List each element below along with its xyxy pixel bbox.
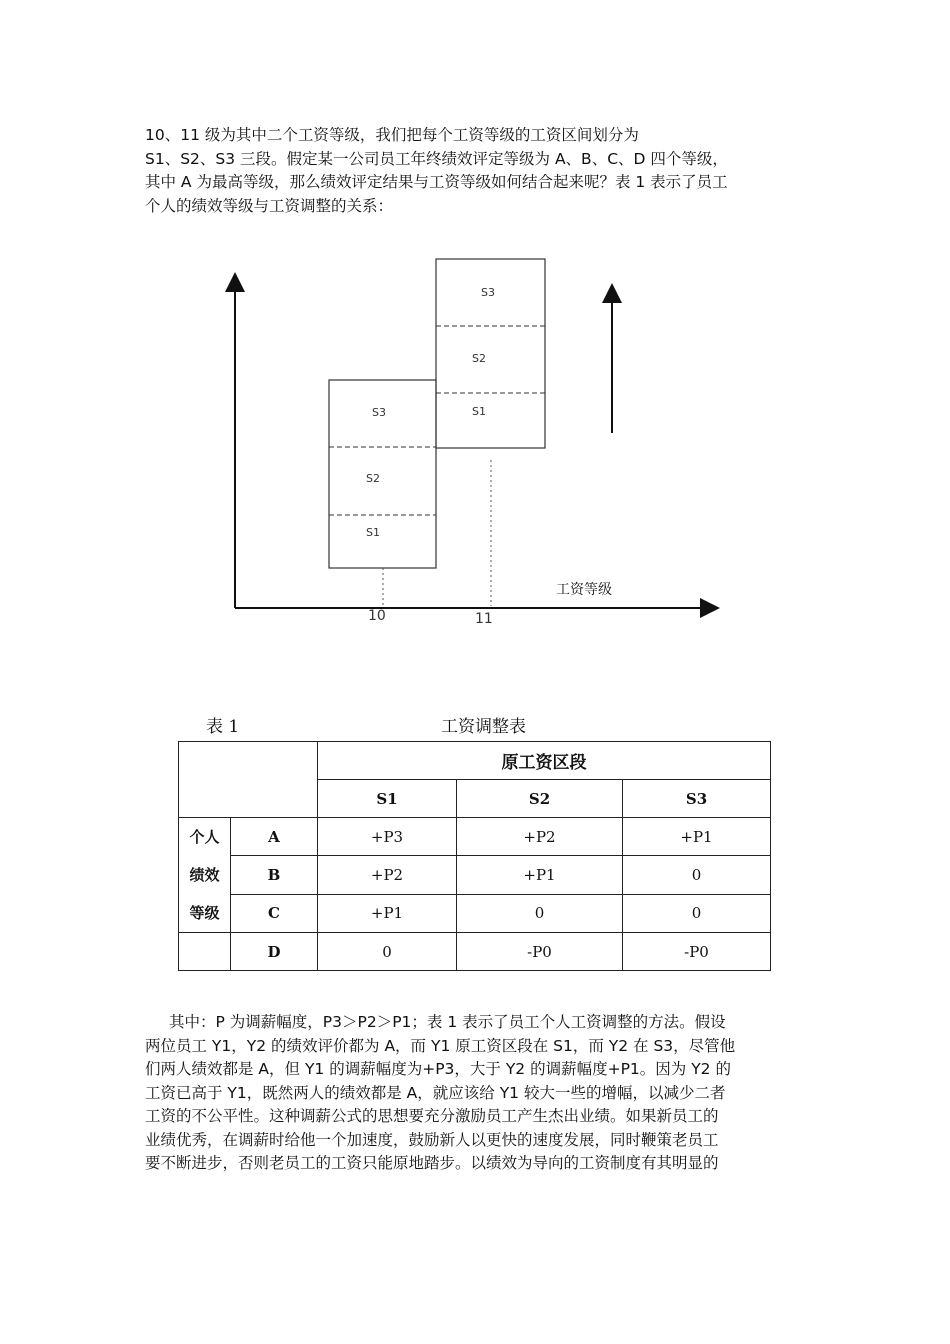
value-cell: +P2 xyxy=(318,856,457,894)
column-header: S3 xyxy=(623,780,771,818)
table-row xyxy=(179,856,771,894)
explanation-line: 们两人绩效都是 A，但 Y1 的调薪幅度为+P3，大于 Y2 的调薪幅度+P1。因为 Y2 的 xyxy=(145,1060,731,1078)
explanation-line: 业绩优秀，在调薪时给他一个加速度，鼓励新人以更快的速度发展，同时鞭策老员工 xyxy=(145,1130,719,1149)
value-cell: 0 xyxy=(623,894,771,932)
value-cell: 0 xyxy=(318,933,457,971)
grade-cell: B xyxy=(231,856,318,894)
row-group-label xyxy=(179,818,231,933)
table-corner-cell xyxy=(179,742,318,818)
grade-10-segment-s1: S1 xyxy=(366,526,380,539)
explanation-line: 工资已高于 Y1，既然两人的绩效都是 A，就应该给 Y1 较大一些的增幅，以减少二者 xyxy=(145,1083,726,1102)
value-cell: +P1 xyxy=(457,856,623,894)
value-cell: -P0 xyxy=(623,933,771,971)
grade-10-segment-s2: S2 xyxy=(366,472,380,485)
value-cell: +P2 xyxy=(457,818,623,856)
value-cell: 0 xyxy=(623,856,771,894)
grade-cell: C xyxy=(231,894,318,932)
intro-line: 其中 A 为最高等级，那么绩效评定结果与工资等级如何结合起来呢？表 1 表示了员工 xyxy=(145,173,728,191)
explanation-line: 工资的不公平性。这种调薪公式的思想要充分激励员工产生杰出业绩。如果新员工的 xyxy=(145,1107,719,1125)
grade-cell: D xyxy=(231,933,318,971)
row-group-label-line: 等级 xyxy=(189,904,220,922)
grade-10-segment-s3: S3 xyxy=(372,406,386,419)
explanation-paragraph xyxy=(145,1011,805,1176)
table-row xyxy=(179,933,771,971)
table-caption-title: 工资调整表 xyxy=(441,717,526,737)
row-group-empty-cell xyxy=(179,933,231,971)
grade-11-segment-s3: S3 xyxy=(481,286,495,299)
table-caption-number: 表 1 xyxy=(206,717,240,737)
x-axis-label: 工资等级 xyxy=(556,582,612,598)
group-header: 原工资区段 xyxy=(318,742,771,780)
grade-11-segment-s1: S1 xyxy=(472,405,486,418)
intro-line: S1、S2、S3 三段。假定某一公司员工年终绩效评定等级为 A、B、C、D 四个等级， xyxy=(145,149,728,168)
column-header: S2 xyxy=(457,780,623,818)
row-group-label-line: 个人 xyxy=(189,828,220,846)
column-header: S1 xyxy=(318,780,457,818)
explanation-line: 两位员工 Y1，Y2 的绩效评价都为 A，而 Y1 原工资区段在 S1，而 Y2 在 S3，尽管他 xyxy=(145,1036,736,1055)
table-row xyxy=(179,818,771,856)
grade-cell: A xyxy=(231,818,318,856)
value-cell: 0 xyxy=(457,894,623,932)
row-group-label-line: 绩效 xyxy=(189,866,220,884)
grade-11-segment-s2: S2 xyxy=(472,352,486,365)
intro-line: 个人的绩效等级与工资调整的关系： xyxy=(145,196,394,215)
wage-adjustment-table xyxy=(178,741,771,971)
grade-label-11: 11 xyxy=(475,611,493,627)
value-cell: +P1 xyxy=(318,894,457,932)
explanation-line: 其中：P 为调薪幅度，P3＞P2＞P1；表 1 表示了员工个人工资调整的方法。假设 xyxy=(169,1013,726,1031)
intro-line: 10、11 级为其中二个工资等级，我们把每个工资等级的工资区间划分为 xyxy=(145,126,639,144)
grade-label-10: 10 xyxy=(368,608,386,624)
explanation-line: 要不断进步，否则老员工的工资只能原地踏步。以绩效为导向的工资制度有其明显的 xyxy=(145,1154,719,1172)
value-cell: +P1 xyxy=(623,818,771,856)
value-cell: +P3 xyxy=(318,818,457,856)
value-cell: -P0 xyxy=(457,933,623,971)
table-row xyxy=(179,894,771,932)
